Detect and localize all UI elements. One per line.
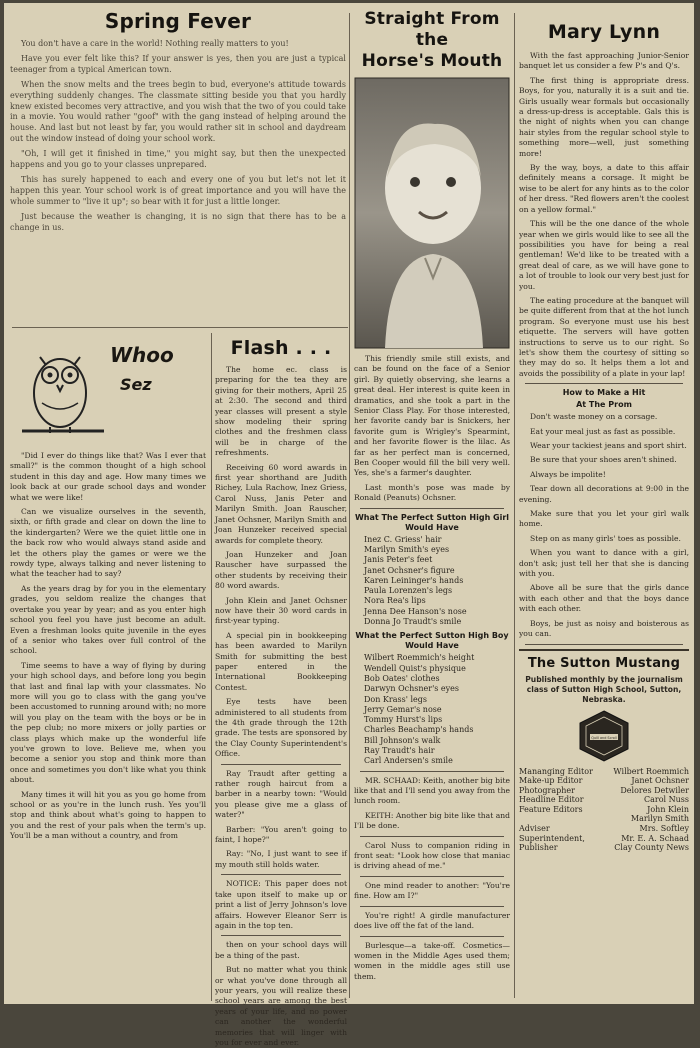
list-item: Wendell Quist's physique <box>364 663 466 673</box>
prom-tip: Above all be sure that the girls dance with each other and that the boys dance with each other. <box>519 583 689 614</box>
list-item: Janis Peter's feet <box>364 555 433 565</box>
flash-paragraph: The home ec. class is preparing for the tea they are giving for their mothers, April 25 at 2:30. The second and third year classes will present a style show modeling their spring clothes and the freshmen class will be in charge of the refreshments. <box>215 365 347 458</box>
list-item: Marilyn Smith's eyes <box>364 544 450 554</box>
joke-paragraph: Burlesque—a take-off. Cosmetics—women in the Middle Ages used them; women in the middle ages still use them. <box>354 940 510 981</box>
joke-paragraph: One mind reader to another: "You're fine. How am I?" <box>354 880 510 901</box>
list-item: Janet Ochsner's figure <box>364 565 455 575</box>
prom-tip: Make sure that you let your girl walk home. <box>519 509 689 529</box>
mary-paragraph: By the way, boys, a date to this affair definitely means a corsage. It might be wise to be alert for any hints as to the color of her dress. "Red flowers aren't the coolest on a yellow formal." <box>519 163 689 214</box>
list-item: Inez C. Griess' hair <box>364 534 442 544</box>
staff-name: Mr. E. A. Schaad <box>621 833 689 843</box>
list-item: Charles Beachamp's hands <box>364 725 474 735</box>
whoo-label: Whoo <box>110 343 174 367</box>
masthead-description: Published monthly by the journalism class of Sutton High School, Sutton, Nebraska. <box>525 674 683 704</box>
divider <box>525 383 683 384</box>
list-item: Bob Oates' clothes <box>364 673 440 683</box>
spring-paragraph: You don't have a care in the world! Nothing really matters to you! <box>21 39 289 48</box>
notice-paragraph: NOTICE: This paper does not take upon itself to make up or print a list of Jerry Johnson's love affairs. However Eleanor Serr is again in the top ten. <box>215 879 347 930</box>
whoo-paragraph: As the years drag by for you in the elementary grades, you seldom realize the changes that overtake you year by year; and as you enter high school you feel you have just become an adult. Even a freshman looks quite juvenile in the eyes of a senior who takes over full control of the school. <box>10 583 206 656</box>
flash-paragraph: Joan Hunzeker and Joan Rauscher have surpassed the other students by receiving their 80 word awards. <box>215 549 347 591</box>
staff-row <box>519 776 689 786</box>
staff-row <box>519 824 689 834</box>
prom-list <box>519 412 689 639</box>
divider <box>525 644 683 645</box>
prom-tip: Be sure that your shoes aren't shined. <box>530 455 677 465</box>
perfect-boy-list <box>354 653 510 766</box>
staff-role: Publisher <box>519 843 558 853</box>
divider <box>221 874 341 875</box>
spring-paragraph: Just because the weather is changing, it is no sign that there has to be a change in us. <box>10 211 346 232</box>
spring-fever-article <box>10 9 346 325</box>
staff-name: Janet Ochsner <box>631 776 689 786</box>
divider <box>360 508 504 509</box>
prom-tip: Step on as many girls' toes as possible. <box>530 533 681 543</box>
column-rule <box>514 13 515 998</box>
mary-paragraph: The eating procedure at the banquet will be quite different from that at the hot lunch program. So everyone must use his best etiquette. The servers will have gotten instructions to serve us to our right. So let's show them the courtesy of sitting so they may do so. It helps them a lot and avoids the possibility of a plate in your lap! <box>519 295 689 378</box>
joke-paragraph: Carol Nuss to companion riding in front seat: "Look how close that maniac is driving ahead of me." <box>354 840 510 871</box>
mary-paragraph: This will be the one dance of the whole year when we girls would like to see all the possibilities you have for being a real gentleman! We'd like to be treated with a great deal of care, as we will have gone to a lot of trouble to look our very best just for you. <box>519 219 689 291</box>
list-item: Wilbert Roemmich's height <box>364 653 475 663</box>
divider <box>360 876 504 877</box>
horse-paragraph: Last month's pose was made by Ronald (Peanuts) Ochsner. <box>354 482 510 503</box>
staff-row <box>519 834 689 844</box>
horses-mouth-column <box>354 9 510 1003</box>
list-item: Karen Leininger's hands <box>364 575 464 585</box>
horse-title-line1: Straight From the <box>364 9 500 50</box>
mary-paragraph: The first thing is appropriate dress. Boys, for you, naturally it is a suit and tie. Girls usually wear formals but occasionally a dress-up-dress is acceptable. Gals this is the night of nights when you can change hair styles from the regular school style to something more—well, just something more! <box>519 75 689 158</box>
list-item: Jerry Gemar's nose <box>364 704 442 714</box>
quill-scroll-emblem-icon <box>576 709 632 763</box>
sez-label: Sez <box>120 375 152 394</box>
list-item: Donna Jo Traudt's smile <box>364 617 462 627</box>
flash-paragraph: A special pin in bookkeeping has been awarded to Marilyn Smith for submitting the best paper entered in the International Bookkeeping Contest. <box>215 630 347 692</box>
staff-row <box>519 814 689 824</box>
joke-paragraph: MR. SCHAAD: Keith, another big bite like that and I'll send you away from the lunch room. <box>354 775 511 806</box>
flash-title: Flash . . . <box>230 337 332 359</box>
staff-name: Mrs. Softley <box>639 824 689 834</box>
child-photo <box>355 78 509 348</box>
list-item: Tommy Hurst's lips <box>364 715 443 725</box>
spring-paragraph: When the snow melts and the trees begin to bud, everyone's attitude towards everything suddenly changes. The classmate sitting beside you that you hardly knew existed becomes very attractive, and you wish that the two of you could take in a movie. You would rather "goof" with the gang instead of helping around the house. And last but not least by far, you would rather sit in school and daydream out the window instead of doing your school work. <box>10 79 346 144</box>
staff-row <box>519 767 689 777</box>
staff-name: John Klein <box>647 804 689 814</box>
list-item: Paula Lorenzen's legs <box>364 586 453 596</box>
prom-title-line1: How to Make a Hit <box>562 388 646 398</box>
staff-name: Wilbert Roemmich <box>613 766 689 776</box>
newspaper-page <box>4 3 694 1047</box>
divider <box>360 836 504 837</box>
staff-name: Clay County News <box>614 843 689 853</box>
perfect-girl-title: What The Perfect Sutton High Girl Would Have <box>354 512 510 532</box>
staff-row <box>519 843 689 853</box>
prom-tip: Eat your meal just as fast as possible. <box>530 426 676 436</box>
list-item: Darwyn Ochsner's eyes <box>364 684 460 694</box>
staff-name: Marilyn Smith <box>630 814 689 824</box>
list-item: Nora Rea's lips <box>364 596 426 606</box>
divider <box>360 771 504 772</box>
staff-list <box>519 767 689 853</box>
section-rule <box>12 327 348 328</box>
flash-paragraph: Receiving 60 word awards in first year shorthand are Judith Richey, Lula Rachow, Inez Griess, Carol Nuss, Janis Peter and Marilyn Smith. Joan Rauscher, Janet Ochsner, Marilyn Smith and Joan Hunzeker received special awards for complete theory. <box>215 462 347 545</box>
whoo-sez-header <box>10 333 206 451</box>
flash-column <box>215 333 347 1047</box>
staff-row <box>519 795 689 805</box>
photo-image <box>355 78 509 348</box>
mary-paragraph: With the fast approaching Junior-Senior banquet let us consider a few P's and Q's. <box>519 51 689 71</box>
spring-paragraph: Have you ever felt like this? If your answer is yes, then you are just a typical teenager from a typical American town. <box>10 53 346 74</box>
prom-title-line2: At The Prom <box>576 400 632 410</box>
flash-paragraph: John Klein and Janet Ochsner now have their 30 word cards in first-year typing. <box>215 595 347 626</box>
masthead-title: The Sutton Mustang <box>527 655 681 671</box>
continued-paragraph: But no matter what you think or what you've done through all your years, you will realize these school years are among the best years of your life, and no power can another the wonderful memories that will linger with you for ever and ever. <box>215 965 347 1047</box>
whoo-sez-column <box>10 333 206 1001</box>
whoo-paragraph: "Did I ever do things like that? Was I ever that small?" is the common thought of a high school student in this day and age. How many times we look back at our grade school days and wonder what we were like! <box>10 451 206 502</box>
owl-icon <box>12 335 112 445</box>
horse-paragraph: This friendly smile still exists, and can be found on the face of a Senior girl. By quietly observing, she learns a great deal. Her interest is quite keen in dramatics, and she took a part in the Senior Class Play. For those interested, her favorite candy bar is Snickers, her favorite gum is Wrigley's Spearmint, and her favorite flower is the lilac. As far as her perfect man is concerned, Ben Cooper would fill the bill very well. Yes, she's a farmer's daughter. <box>354 354 510 478</box>
prom-tip: Boys, be just as noisy and boisterous as you can. <box>519 618 689 639</box>
staff-role: Headline Editor <box>519 795 584 805</box>
spring-paragraph: This has surely happened to each and every one of you but let's not let it happen this year. Your school work is of great importance and you will have the whole summer to "live it up"; so bear with it for just a little longer. <box>10 174 346 206</box>
mary-lynn-column <box>519 9 689 1003</box>
prom-tip: Tear down all decorations at 9:00 in the evening. <box>519 484 689 504</box>
perfect-girl-list <box>354 535 510 628</box>
list-item: Bill Johnson's walk <box>364 735 441 745</box>
list-item: Ray Traudt's hair <box>364 746 435 756</box>
flash-paragraph: Eye tests have been administered to all students from the 4th grade through the 12th grade. The tests are sponsored by the Clay County Superintendent's Office. <box>215 697 347 759</box>
column-rule <box>349 13 350 998</box>
joke-paragraph: Barber: "You aren't going to faint, I hope?" <box>215 824 347 845</box>
divider <box>360 906 504 907</box>
whoo-paragraph: Can we visualize ourselves in the seventh, sixth, or fifth grade and clear on down the line to the kindergarten? Were we the quiet little one in the back row who would always stand aside and let the others play the games or were we the rowdy type, always talking and never listening to what the teacher had to say? <box>10 507 206 579</box>
joke-paragraph: Ray: "No, I just want to see if my mouth still holds water. <box>215 849 347 869</box>
staff-role: Adviser <box>519 824 550 834</box>
spring-fever-title: Spring Fever <box>104 9 252 33</box>
staff-role: Feature Editors <box>519 804 583 814</box>
joke-paragraph: Ray Traudt after getting a rather rough haircut from a barber in a nearby town: "Would you please give me a glass of water?" <box>215 768 347 820</box>
staff-role: Superintendent, <box>519 833 585 843</box>
staff-role: Mananging Editor <box>519 766 593 776</box>
quill-scroll-badge <box>519 709 689 763</box>
staff-role: Photographer <box>519 785 575 795</box>
staff-role: Make-up Editor <box>519 776 583 786</box>
divider <box>360 936 504 937</box>
staff-row <box>519 786 689 796</box>
continued-paragraph: then on your school days will be a thing of the past. <box>215 940 347 960</box>
list-item: Carl Andersen's smile <box>364 756 453 766</box>
column-rule <box>211 333 212 1001</box>
list-item: Jenna Dee Hanson's nose <box>364 606 467 616</box>
joke-paragraph: You're right! A girdle manufacturer does live off the fat of the land. <box>354 910 510 931</box>
spring-paragraph: "Oh, I will get it finished in time," you might say, but then the unexpected happens and you go to your classes unprepared. <box>10 149 346 170</box>
prom-tip: When you want to dance with a girl, don't ask; just tell her that she is dancing with you. <box>519 548 689 579</box>
badge-text: Quill and Scroll <box>591 735 617 740</box>
staff-row <box>519 805 689 815</box>
divider <box>221 935 341 936</box>
perfect-boy-title: What the Perfect Sutton High Boy Would Have <box>355 631 509 651</box>
list-item: Don Krass' legs <box>364 694 427 704</box>
prom-tip: Wear your tackiest jeans and sport shirt. <box>530 441 687 450</box>
prom-tip: Don't waste money on a corsage. <box>530 412 658 422</box>
masthead <box>519 649 689 853</box>
mary-lynn-title: Mary Lynn <box>547 21 661 43</box>
whoo-paragraph: Time seems to have a way of flying by during your high school days, and before long you begin that last and final lap with your classmates. No more will you go to class with the gang you've been accustomed to running around with; no more will you play on the team with the boys or be in the pep club; no more mixers or jolly parties or class plays which make up the wonderful life you've grown to love. Believe me, when you become a senior you stop and think more than once and sometimes you don't like what you think about. <box>10 660 206 785</box>
staff-name: Carol Nuss <box>644 795 689 805</box>
prom-tip: Always be impolite! <box>530 469 606 479</box>
horse-title-line2: Horse's Mouth <box>361 51 503 71</box>
staff-name: Delores Detwiler <box>620 785 689 795</box>
whoo-paragraph: Many times it will hit you as you go home from school or as you're in the lunch rush. Yes you'll stop and think about what's going to happen to you and the rest of your pals when the term's up. You'll be a man without a country, and from <box>10 789 206 841</box>
divider <box>221 764 341 765</box>
joke-paragraph: KEITH: Another big bite like that and I'll be done. <box>354 810 510 831</box>
